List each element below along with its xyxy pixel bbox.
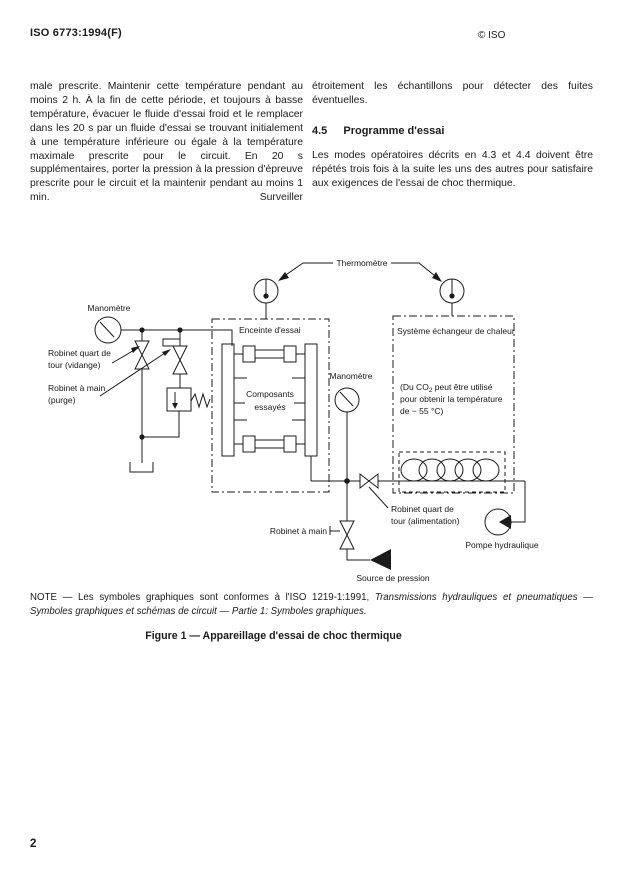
label-co2-line3: de − 55 °C) — [400, 406, 444, 416]
hand-purge-valve — [163, 339, 187, 374]
label-robinet-vidange-2: tour (vidange) — [48, 360, 101, 370]
figure-caption: Figure 1 — Appareillage d'essai de choc thermique — [145, 630, 402, 642]
body-paragraph-left: male prescrite. Maintenir cette température pendant au moins 2 h. À la fin de cette période, et toujours à basse température, évacuer le fluide d'essai froid et le remplacer dans les 20 s par un fluide d'essai se trouvant initialement à une température inférieure ou égale à la température maximale prescrite pour le circuit. En 20 s supplémentaires, porter la pression à la pression d'épreuve prescrite pour le circuit et la maintenir pendant au moins 1 min. Surveiller — [30, 81, 303, 204]
label-co2-line1: (Du $CO_2$ peut être utilisé — [400, 382, 493, 394]
supply-valve-callout — [369, 487, 388, 508]
label-enceinte: Enceinte d'essai — [239, 325, 301, 335]
label-composants-1: Composants — [246, 389, 294, 399]
label-robinet-purge-1: Robinet à main — [48, 383, 106, 393]
label-thermometre: Thermomètre — [336, 258, 388, 268]
test-fixture — [222, 344, 317, 456]
label-manometre-mid: Manomètre — [329, 371, 373, 381]
pressure-gauge-left — [95, 317, 121, 343]
thermometer-gauge-right — [440, 279, 464, 316]
pump-symbol — [485, 509, 511, 535]
label-manometre-left: Manomètre — [87, 303, 131, 313]
note-reference-title: Transmissions hydrauliques et pneumatiques — Symboles graphiques et schémas de circuit — Partie 1: Symboles graphiques. — [30, 592, 593, 617]
supply-quarter-turn-valve — [360, 474, 378, 488]
heat-exchanger-box — [393, 316, 514, 493]
label-co2-line2: pour obtenir la température — [400, 394, 503, 404]
page-number: 2 — [30, 838, 37, 850]
label-composants-2: essayés — [254, 402, 286, 412]
label-robinet-main: Robinet à main — [269, 526, 327, 536]
label-robinet-alim-2: tour (alimentation) — [391, 516, 460, 526]
label-source: Source de pression — [356, 573, 430, 583]
label-pompe: Pompe hydraulique — [465, 540, 539, 550]
hand-valve — [330, 521, 354, 549]
body-paragraph-right-2: Les modes opératoires décrits en 4.3 et 4.4 doivent être répétés trois fois à la suite les uns des autres pour satisfaire aux exigences de l'essai de choc thermique. — [312, 149, 593, 189]
section-title: Programme d'essai — [343, 124, 445, 137]
label-systeme: Système échangeur de chaleur — [397, 326, 515, 336]
copyright-notice: © ISO — [478, 30, 506, 41]
label-robinet-vidange-1: Robinet quart de — [48, 348, 111, 358]
pressure-gauge-mid — [335, 388, 359, 412]
figure-note — [30, 591, 593, 618]
label-robinet-alim-1: Robinet quart de — [391, 504, 454, 514]
label-robinet-purge-2: (purge) — [48, 395, 76, 405]
cooling-coil — [401, 459, 499, 481]
pressure-source-symbol — [370, 549, 391, 570]
note-text: NOTE — Les symboles graphiques sont conformes à l'ISO 1219-1:1991, — [30, 592, 375, 603]
section-number: 4.5 — [312, 124, 328, 137]
drain-valve-callout — [112, 346, 140, 363]
body-paragraph-right-1: étroitement les échantillons pour détecter des fuites éventuelles. — [312, 81, 593, 106]
doc-reference: ISO 6773:1994(F) — [30, 27, 122, 39]
relief-valve — [167, 388, 210, 411]
thermometer-gauge-left — [254, 279, 278, 319]
